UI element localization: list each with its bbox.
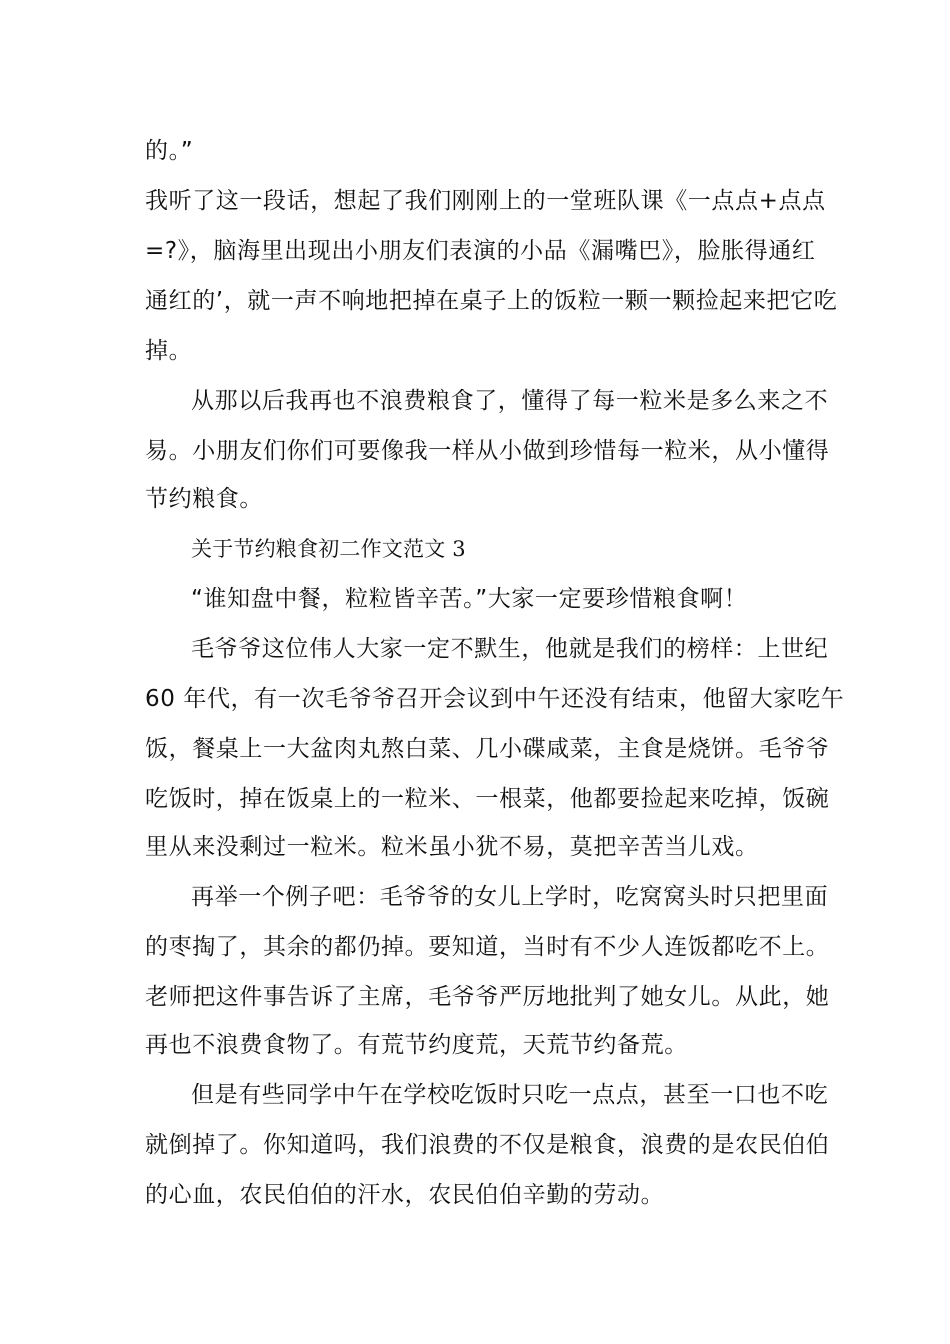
text-line: =?》，脑海里出现出小朋友们表演的小品《漏嘴巴》，脸胀得通红: [145, 238, 816, 264]
text-line: 再举一个例子吧：毛爷爷的女儿上学时，吃窝窝头时只把里面: [191, 884, 829, 910]
text-line: “谁知盘中餐，粒粒皆辛苦。”大家一定要珍惜粮食啊！: [191, 586, 748, 612]
text-line: 里从来没剩过一粒米。粒米虽小犹不易，莫把辛苦当儿戏。: [145, 834, 759, 860]
text-line: 老师把这件事告诉了主席，毛爷爷严厉地批判了她女儿。从此，她: [145, 984, 830, 1010]
text-line: 的心血，农民伯伯的汗水，农民伯伯辛勤的劳动。: [145, 1182, 665, 1208]
text-line: 易。小朋友们你们可要像我一样从小做到珍惜每一粒米，从小懂得: [145, 438, 830, 464]
text-line: 节约粮食。: [145, 486, 263, 512]
text-line: 毛爷爷这位伟人大家一定不默生，他就是我们的榜样：上世纪: [191, 636, 829, 662]
text-line: 从那以后我再也不浪费粮食了，懂得了每一粒米是多么来之不: [191, 388, 829, 414]
text-line: 但是有些同学中午在学校吃饭时只吃一点点，甚至一口也不吃: [191, 1082, 829, 1108]
text-line: 吃饭时，掉在饭桌上的一粒米、一根菜，他都要捡起来吃掉，饭碗: [145, 786, 830, 812]
text-line: 掉。: [145, 338, 193, 364]
text-line: 通红的’，就一声不响地把掉在桌子上的饭粒一颗一颗捡起来把它吃: [145, 288, 838, 314]
text-line: 我听了这一段话，想起了我们刚刚上的一堂班队课《一点点+点点: [145, 188, 826, 214]
text-line: 就倒掉了。你知道吗，我们浪费的不仅是粮食，浪费的是农民伯伯: [145, 1132, 830, 1158]
text-line: 60 年代，有一次毛爷爷召开会议到中午还没有结束，他留大家吃午: [145, 686, 845, 712]
text-line: 的。”: [145, 138, 194, 164]
section-title: 关于节约粮食初二作文范文 3: [191, 537, 466, 561]
text-line: 再也不浪费食物了。有荒节约度荒，天荒节约备荒。: [145, 1032, 688, 1058]
text-line: 的枣掏了，其余的都仍掉。要知道，当时有不少人连饭都吃不上。: [145, 934, 830, 960]
text-line: 饭，餐桌上一大盆肉丸熬白菜、几小碟咸菜，主食是烧饼。毛爷爷: [145, 736, 830, 762]
